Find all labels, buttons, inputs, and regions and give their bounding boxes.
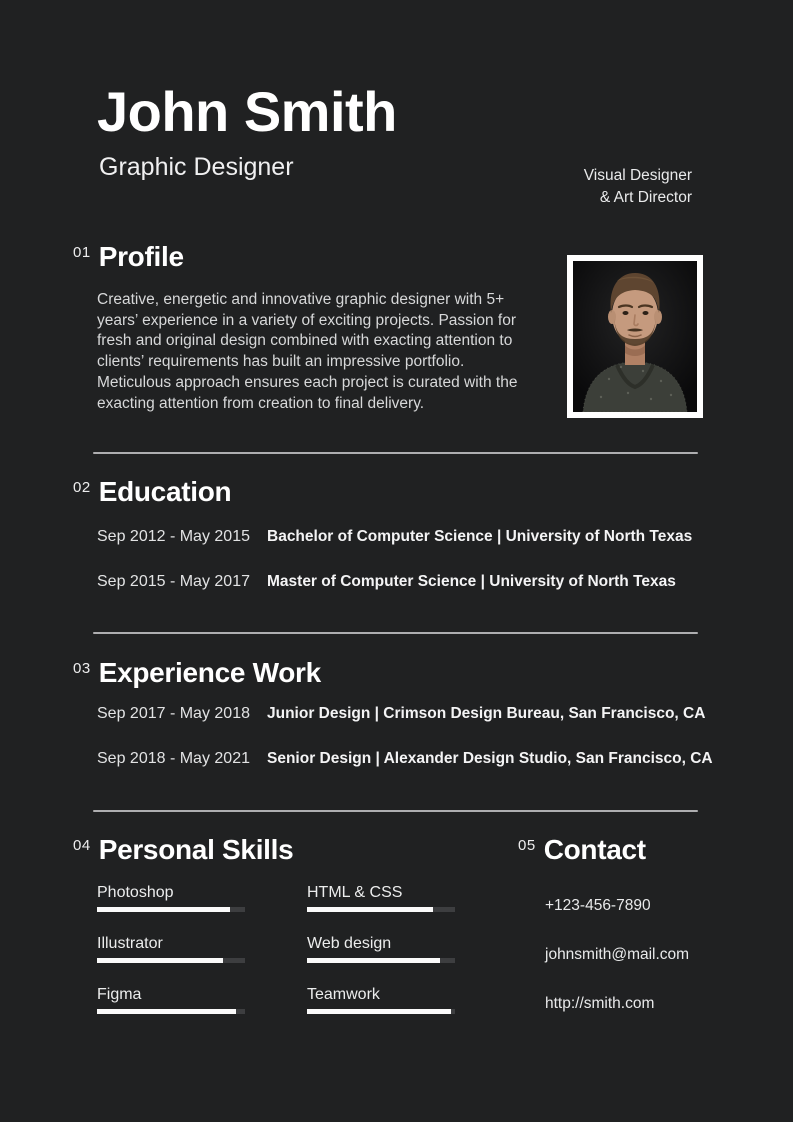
skill-label: Photoshop bbox=[97, 884, 174, 901]
experience-section-number: 03 bbox=[73, 660, 91, 677]
portrait-illustration bbox=[573, 261, 697, 412]
education-row bbox=[97, 528, 707, 546]
contact-website: http://smith.com bbox=[545, 995, 655, 1012]
profile-section-number: 01 bbox=[73, 244, 91, 261]
section-divider-1 bbox=[93, 452, 698, 454]
skill-progress-track bbox=[97, 958, 245, 963]
experience-row bbox=[97, 705, 707, 723]
experience-section-title: Experience Work bbox=[98, 657, 321, 688]
experience-detail: Senior Design | Alexander Design Studio, San Francisco, CA bbox=[267, 750, 713, 767]
skill-progress-track bbox=[307, 907, 455, 912]
skill-item bbox=[307, 985, 455, 1014]
person-name: John Smith bbox=[97, 80, 397, 143]
skill-item bbox=[307, 934, 455, 963]
profile-section-title: Profile bbox=[98, 241, 184, 272]
education-date: Sep 2012 - May 2015 bbox=[97, 528, 250, 545]
education-section-heading bbox=[73, 478, 231, 506]
skills-section-title: Personal Skills bbox=[98, 834, 294, 865]
education-date: Sep 2015 - May 2017 bbox=[97, 573, 250, 590]
skill-progress-fill bbox=[97, 958, 223, 963]
skill-item bbox=[97, 934, 245, 963]
skill-progress-fill bbox=[307, 1009, 451, 1014]
contact-section-number: 05 bbox=[518, 837, 536, 854]
contact-list bbox=[545, 898, 689, 1045]
contact-phone: +123-456-7890 bbox=[545, 897, 651, 914]
skills-column-right bbox=[307, 883, 455, 1036]
contact-email: johnsmith@mail.com bbox=[545, 946, 690, 963]
contact-section-heading bbox=[518, 836, 646, 864]
experience-row bbox=[97, 750, 713, 768]
skills-section-number: 04 bbox=[73, 837, 91, 854]
experience-date: Sep 2018 - May 2021 bbox=[97, 750, 250, 767]
skill-progress-track bbox=[97, 1009, 245, 1014]
skills-column-left bbox=[97, 883, 245, 1036]
profile-photo bbox=[567, 255, 703, 418]
section-divider-2 bbox=[93, 632, 698, 634]
experience-detail: Junior Design | Crimson Design Bureau, San Francisco, CA bbox=[267, 705, 706, 722]
profile-section-heading bbox=[73, 243, 184, 271]
skill-item bbox=[97, 985, 245, 1014]
skill-progress-track bbox=[97, 907, 245, 912]
education-row bbox=[97, 573, 707, 591]
tagline-line-1: Visual Designer bbox=[583, 167, 692, 184]
section-divider-3 bbox=[93, 810, 698, 812]
experience-date: Sep 2017 - May 2018 bbox=[97, 705, 250, 722]
skill-label: HTML & CSS bbox=[307, 884, 403, 901]
education-rows bbox=[97, 528, 707, 618]
skill-label: Figma bbox=[97, 986, 142, 1003]
skill-progress-fill bbox=[97, 1009, 236, 1014]
person-role: Graphic Designer bbox=[99, 153, 294, 181]
skill-progress-fill bbox=[307, 958, 440, 963]
experience-section-heading bbox=[73, 659, 321, 687]
skills-grid bbox=[97, 883, 455, 1036]
education-section-number: 02 bbox=[73, 479, 91, 496]
skills-section-heading bbox=[73, 836, 293, 864]
skill-item bbox=[97, 883, 245, 912]
header-tagline bbox=[584, 165, 692, 208]
education-detail: Master of Computer Science | University of North Texas bbox=[267, 573, 676, 590]
profile-summary-text: Creative, energetic and innovative graphic designer with 5+ years’ experience in a variety of exciting projects. Passion for fresh and original design combined with exacting attention to clients’ requirements has built an impressive portfolio. Meticulous approach ensures each project is curated with the exacting attention from creation to final delivery. bbox=[97, 291, 518, 412]
skill-label: Web design bbox=[307, 935, 392, 952]
tagline-line-2: & Art Director bbox=[599, 188, 692, 206]
skill-progress-track bbox=[307, 958, 455, 963]
skill-item bbox=[307, 883, 455, 912]
skill-progress-fill bbox=[97, 907, 230, 912]
experience-rows bbox=[97, 705, 713, 795]
education-detail: Bachelor of Computer Science | University of North Texas bbox=[267, 528, 693, 545]
education-section-title: Education bbox=[98, 476, 232, 507]
skill-progress-track bbox=[307, 1009, 455, 1014]
contact-section-title: Contact bbox=[543, 834, 646, 865]
skill-label: Illustrator bbox=[97, 935, 163, 952]
skill-label: Teamwork bbox=[307, 986, 380, 1003]
skill-progress-fill bbox=[307, 907, 433, 912]
